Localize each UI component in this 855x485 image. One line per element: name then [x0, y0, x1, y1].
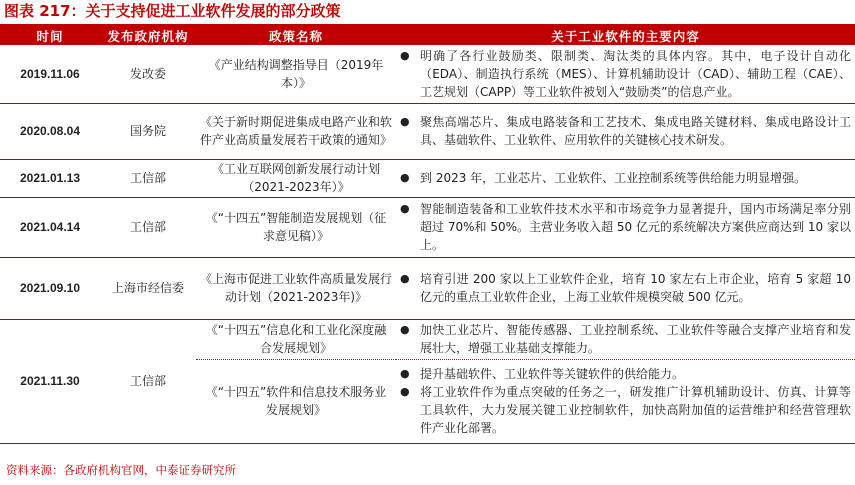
row-content	[396, 359, 855, 443]
content-item	[400, 113, 851, 149]
header-dept: 发布政府机构	[100, 26, 196, 45]
table-row	[0, 159, 855, 197]
table-row	[0, 103, 855, 159]
figure-title: 图表 217：关于支持促进工业软件发展的部分政策	[4, 2, 341, 20]
table-row	[0, 197, 855, 257]
header-time: 时间	[0, 26, 100, 45]
content-text: 聚焦高端芯片、集成电路装备和工艺技术、集成电路关键材料、集成电路设计工具、基础软件、工业软件、应用软件的关键核心技术研发。	[420, 115, 851, 147]
row-content	[396, 45, 855, 103]
bullet-icon: ●	[400, 202, 410, 215]
bullet-icon: ●	[400, 48, 410, 62]
content-item	[400, 383, 851, 437]
row-policy-name: 《产业结构调整指导目（2019年本）》	[196, 45, 396, 103]
row-policy-name: 《“十四五”软件和信息技术服务业发展规划》	[196, 359, 396, 443]
row-content	[396, 319, 855, 359]
table-row	[0, 319, 855, 359]
row-time: 2019.11.06	[0, 45, 100, 103]
row-content	[396, 103, 855, 159]
row-dept: 国务院	[100, 103, 196, 159]
row-content	[396, 197, 855, 257]
content-text: 加快工业芯片、智能传感器、工业控制系统、工业软件等融合支撑产业培育和发展壮大，增强工业基础支撑能力。	[420, 323, 851, 355]
source-note: 资料来源：各政府机构官网，中泰证券研究所	[6, 463, 236, 477]
content-item	[400, 270, 851, 306]
bullet-icon: ●	[400, 367, 410, 380]
content-item	[400, 47, 851, 101]
content-item	[400, 365, 851, 383]
content-text: 到 2023 年，工业芯片、工业软件、工业控制系统等供给能力明显增强。	[420, 171, 807, 185]
row-time: 2021.11.30	[0, 319, 100, 443]
row-policy-name: 《“十四五”智能制造发展规划（征求意见稿）》	[196, 197, 396, 257]
row-dept: 工信部	[100, 319, 196, 443]
row-content	[396, 257, 855, 319]
header-content: 关于工业软件的主要内容	[396, 26, 855, 45]
row-content	[396, 159, 855, 197]
content-item	[400, 169, 851, 187]
bullet-icon: ●	[400, 272, 410, 285]
content-text: 将工业软件作为重点突破的任务之一，研发推广计算机辅助设计、仿真、计算等工具软件，大力发展关键工业控制软件，加快高附加值的运营维护和经营管理软件产业化部署。	[420, 385, 851, 435]
row-policy-name: 《关于新时期促进集成电路产业和软件产业高质量发展若干政策的通知》	[196, 103, 396, 159]
bullet-icon: ●	[400, 323, 410, 336]
row-dept: 发改委	[100, 45, 196, 103]
row-time: 2021.01.13	[0, 159, 100, 197]
row-time: 2021.04.14	[0, 197, 100, 257]
row-time: 2021.09.10	[0, 257, 100, 319]
row-time: 2020.08.04	[0, 103, 100, 159]
table-header-row	[0, 26, 855, 45]
content-text: 智能制造装备和工业软件技术水平和市场竞争力显著提升，国内市场满足率分别超过 70%和 50%。主营业务收入超 50 亿元的系统解决方案供应商达到 10 家以上。	[420, 202, 851, 252]
row-policy-name: 《“十四五”信息化和工业化深度融合发展规划》	[196, 319, 396, 359]
content-item	[400, 321, 851, 357]
bullet-icon: ●	[400, 171, 410, 184]
row-policy-name: 《上海市促进工业软件高质量发展行动计划（2021-2023年)》	[196, 257, 396, 319]
row-dept: 工信部	[100, 159, 196, 197]
content-text: 提升基础软件、工业软件等关键软件的供给能力。	[420, 367, 685, 381]
bullet-icon: ●	[400, 385, 410, 398]
table-row	[0, 45, 855, 103]
table-row	[0, 257, 855, 319]
content-text: 培育引进 200 家以上工业软件企业，培育 10 家左右上市企业，培育 5 家超 10 亿元的重点工业软件企业，上海工业软件规模突破 500 亿元。	[420, 272, 851, 304]
bullet-icon: ●	[400, 115, 410, 128]
policy-table	[0, 26, 855, 444]
row-dept: 工信部	[100, 197, 196, 257]
row-dept: 上海市经信委	[100, 257, 196, 319]
header-name: 政策名称	[196, 26, 396, 45]
content-text: 明确了各行业鼓励类、限制类、淘汰类的具体内容。其中，电子设计自动化（EDA）、制造执行系统（MES）、计算机辅助设计（CAD）、辅助工程（CAE）、工艺规划（CAPP）等工业软件被划入“鼓励类”的信息产业。	[420, 48, 851, 99]
row-policy-name: 《工业互联网创新发展行动计划（2021-2023年）》	[196, 159, 396, 197]
content-item	[400, 200, 851, 254]
